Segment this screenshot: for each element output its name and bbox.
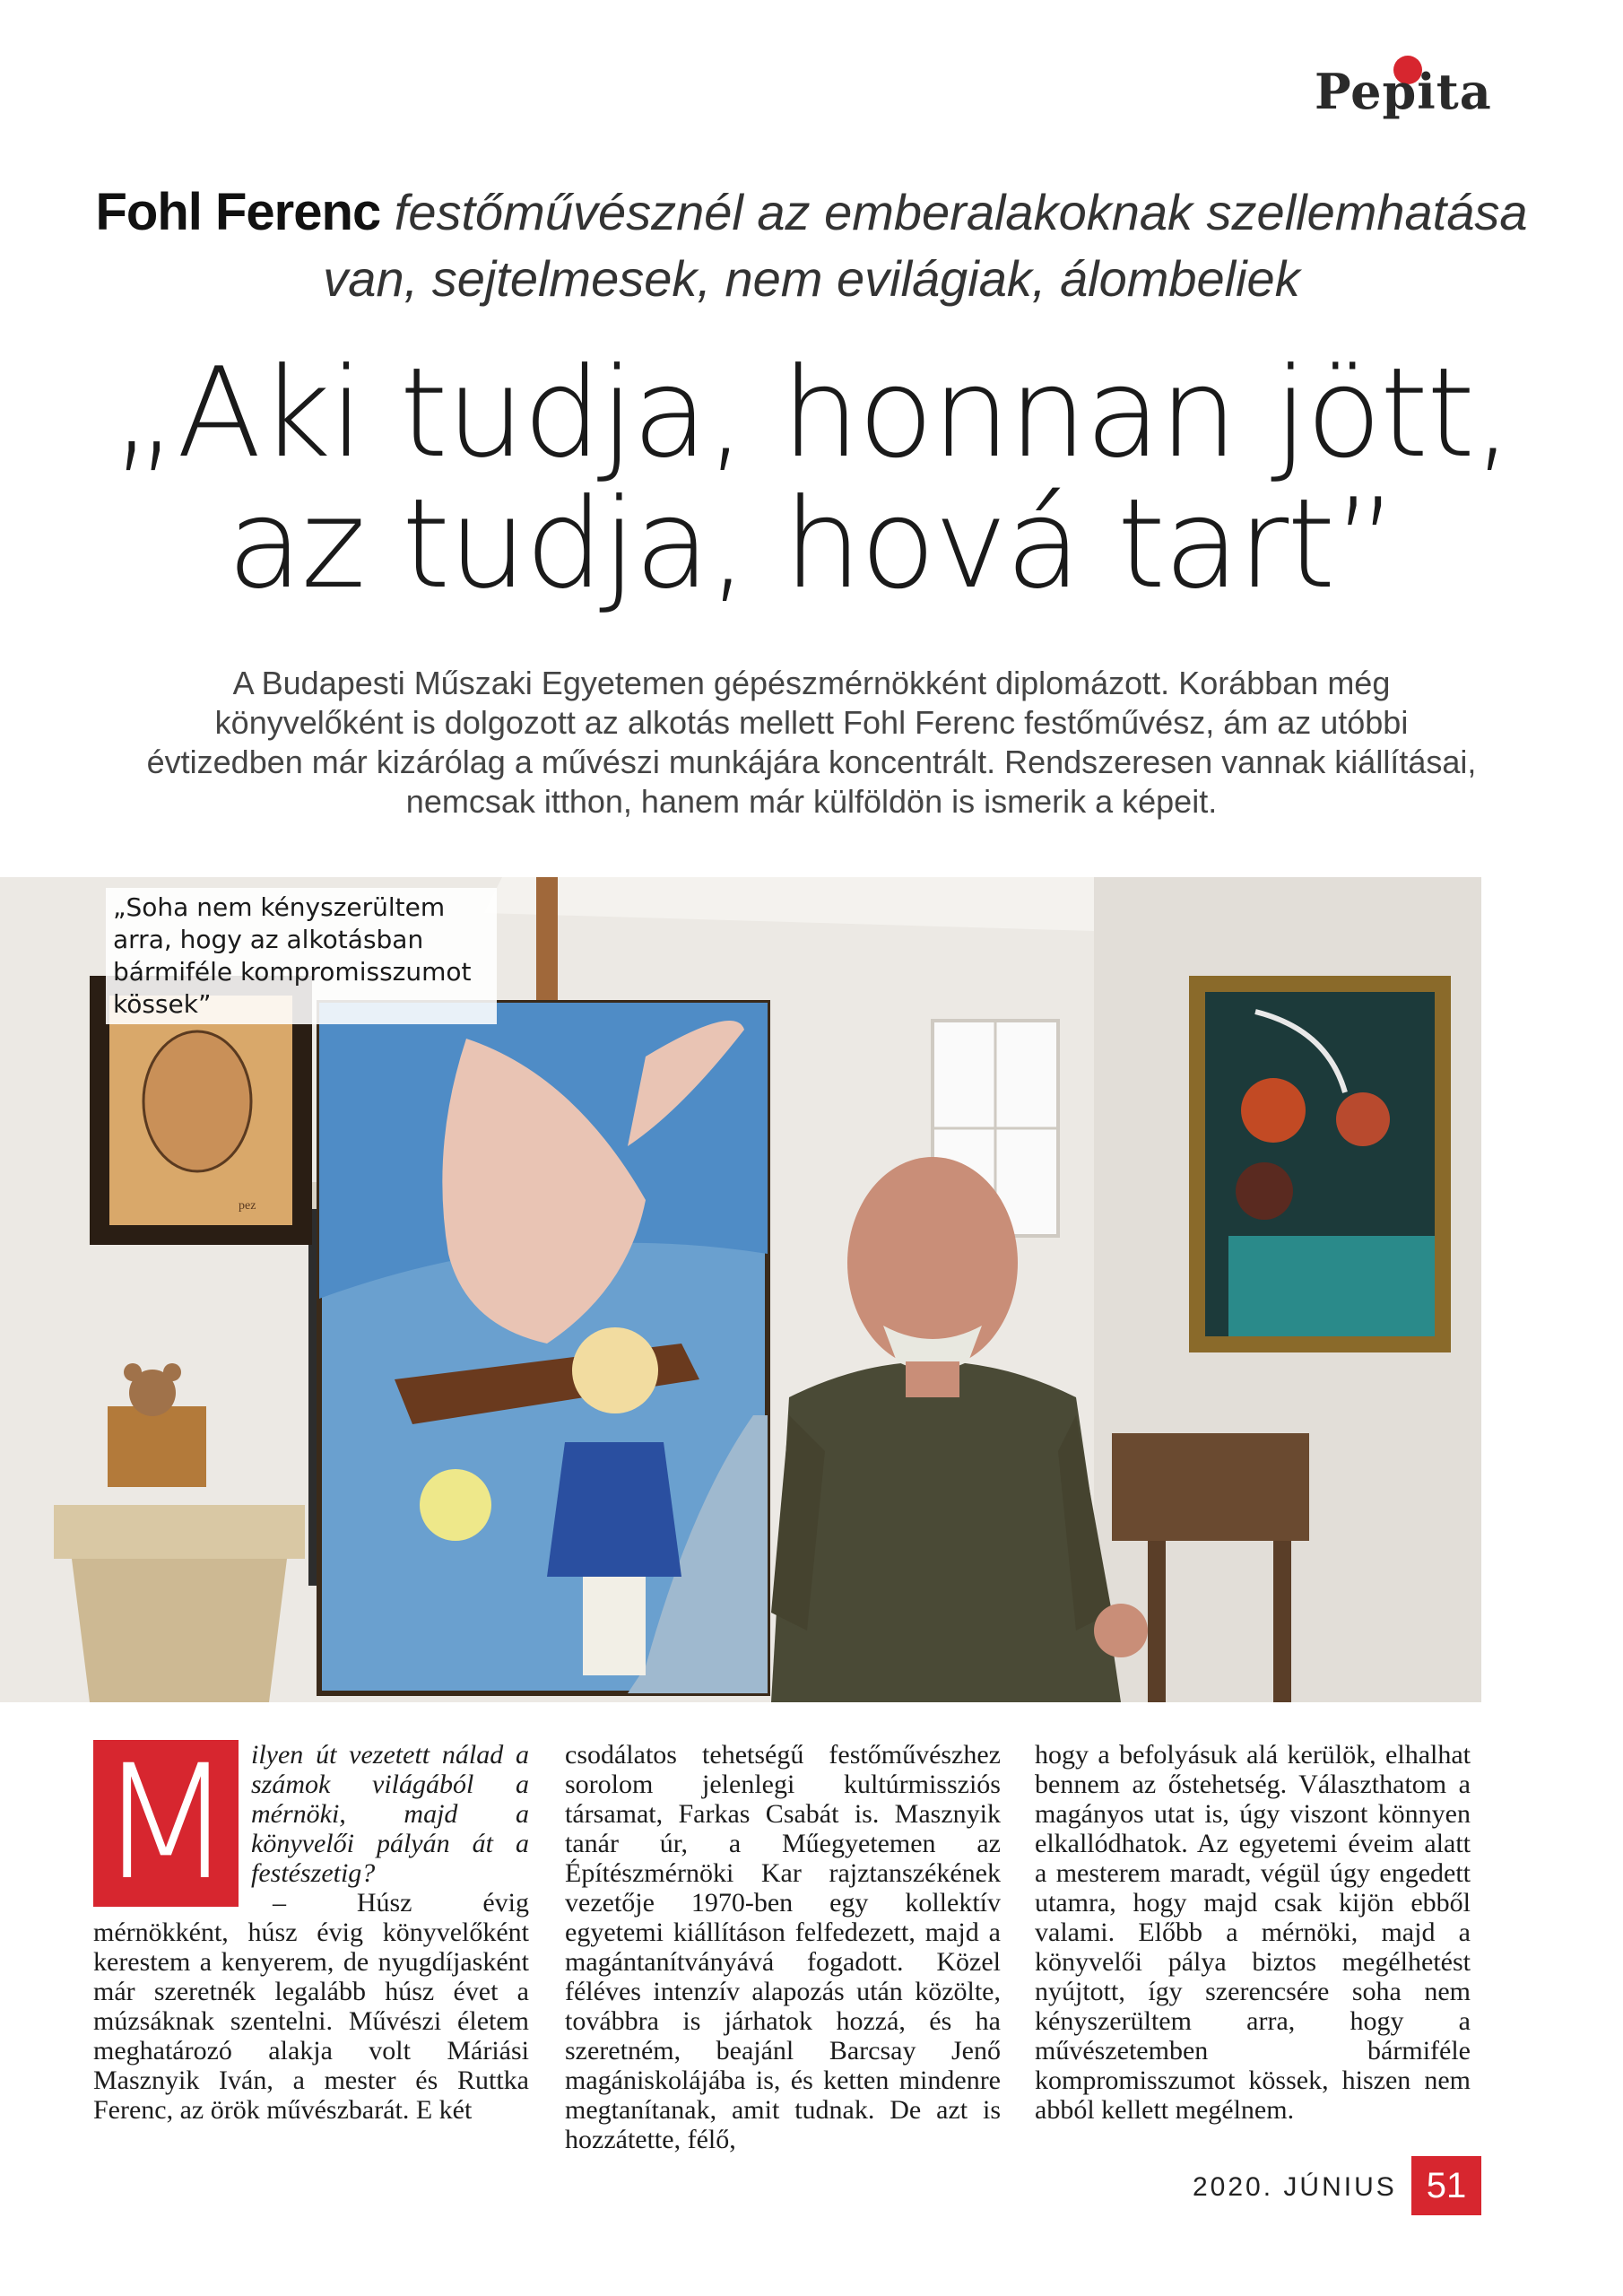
photo-caption: „Soha nem kényszerültem arra, hogy az alkotásban bármiféle kompromisszumot kössek” xyxy=(106,888,497,1024)
drop-cap: M xyxy=(93,1740,239,1907)
magazine-logo xyxy=(1315,56,1494,118)
pedestal-base xyxy=(72,1559,287,1702)
kicker-name: Fohl Ferenc xyxy=(95,183,381,241)
article-column-3 xyxy=(1035,1740,1471,2125)
portrait-face xyxy=(143,1031,251,1171)
kicker xyxy=(81,179,1542,312)
right-painting-figure-2 xyxy=(1336,1092,1390,1146)
floor-lamp xyxy=(308,1209,317,1586)
easel-mast xyxy=(536,877,558,1021)
kicker-text: festőművésznél az emberalakoknak szellemhatása van, sejtelmesek, nem evilágiak, álombeliek xyxy=(323,184,1528,307)
page-number: 51 xyxy=(1411,2156,1481,2215)
painting-child-dress xyxy=(547,1442,681,1577)
man-head xyxy=(847,1157,1018,1369)
portrait-signature: pez xyxy=(239,1199,256,1213)
painting-moon xyxy=(420,1469,491,1541)
lead-paragraph: A Budapesti Műszaki Egyetemen gépészmérnökként diplomázott. Korábban még könyvelőként is dolgozott az alkotás mellett Fohl Ferenc festőművész, ám az utóbbi évtizedben már kizárólag a művészi munkájára koncentrált. Rendszeresen vannak kiállításai, nemcsak itthon, hanem már külföldön is ismerik a képeit. xyxy=(146,665,1477,820)
painting-child-head xyxy=(572,1327,658,1413)
headline-line-1: „Aki tudja, honnan jött, xyxy=(112,341,1511,485)
interview-answer-start: – Húsz évig mérnökként, húsz évig könyvelőként kerestem a kenyerem, de nyugdíjasként már szeretnék legalább húsz évet a múzsáknak szentelni. Művészi életem meghatározó alakja volt Máriási Masznyik Iván, a mester és Ruttka Ferenc, az örök művészbarát. E két xyxy=(93,1888,529,2125)
headline xyxy=(108,341,1515,616)
issue-date: 2020. JÚNIUS xyxy=(1193,2172,1397,2202)
column-3-text: hogy a befolyásuk alá kerülök, elhalhat bennem az őstehetség. Választhatom a magányos utat is, úgy viszont könnyen elkallódhatok. Az egyetemi éveim alatt a mesterem maradt, végül úgy engedett utamra, hogy majd csak kijön ebből valami. Előbb a mérnöki, majd a könyvelői pálya biztos megélhetést nyújtott, így szerencsére soha nem kényszerültem arra, hogy a művészetemben bármiféle kompromisszumot kössek, hiszen nem abból kellett megélnem. xyxy=(1035,1740,1471,2125)
pedestal-top xyxy=(54,1505,305,1559)
right-painting-figure-1 xyxy=(1241,1078,1306,1143)
man-hand xyxy=(1094,1604,1148,1657)
basket xyxy=(108,1406,206,1487)
wooden-table xyxy=(1112,1433,1309,1541)
interview-question: ilyen út vezetett nálad a számok világából a mérnöki, majd a könyvelői pályán át a festészetig? xyxy=(251,1740,529,1888)
right-painting-figure-3 xyxy=(1236,1162,1293,1220)
column-2-text: csodálatos tehetségű festőművészhez sorolom jelenlegi kultúrmissziós társamat, Farkas Csabát is. Masznyik tanár úr, a Műegyetemen az Építészmérnöki Kar rajztanszékének vezetője 1970-ben egy kollektív egyetemi kiállításon felfedezett, majd a magántanítványává fogadott. Közel féléves intenzív alapozás után közölte, továbbra is járhatok hozzá, és ha szeretném, beajánl Barcsay Jenő magániskolájába is, és ketten mindenre megtanítanak, amit tudnak. De azt is hozzátette, félő, xyxy=(565,1740,1001,2154)
article-column-1 xyxy=(93,1731,529,2125)
logo-text: Pepita xyxy=(1315,63,1492,120)
headline-line-2: az tudja, hová tart” xyxy=(227,472,1396,616)
article-column-2 xyxy=(565,1740,1001,2154)
